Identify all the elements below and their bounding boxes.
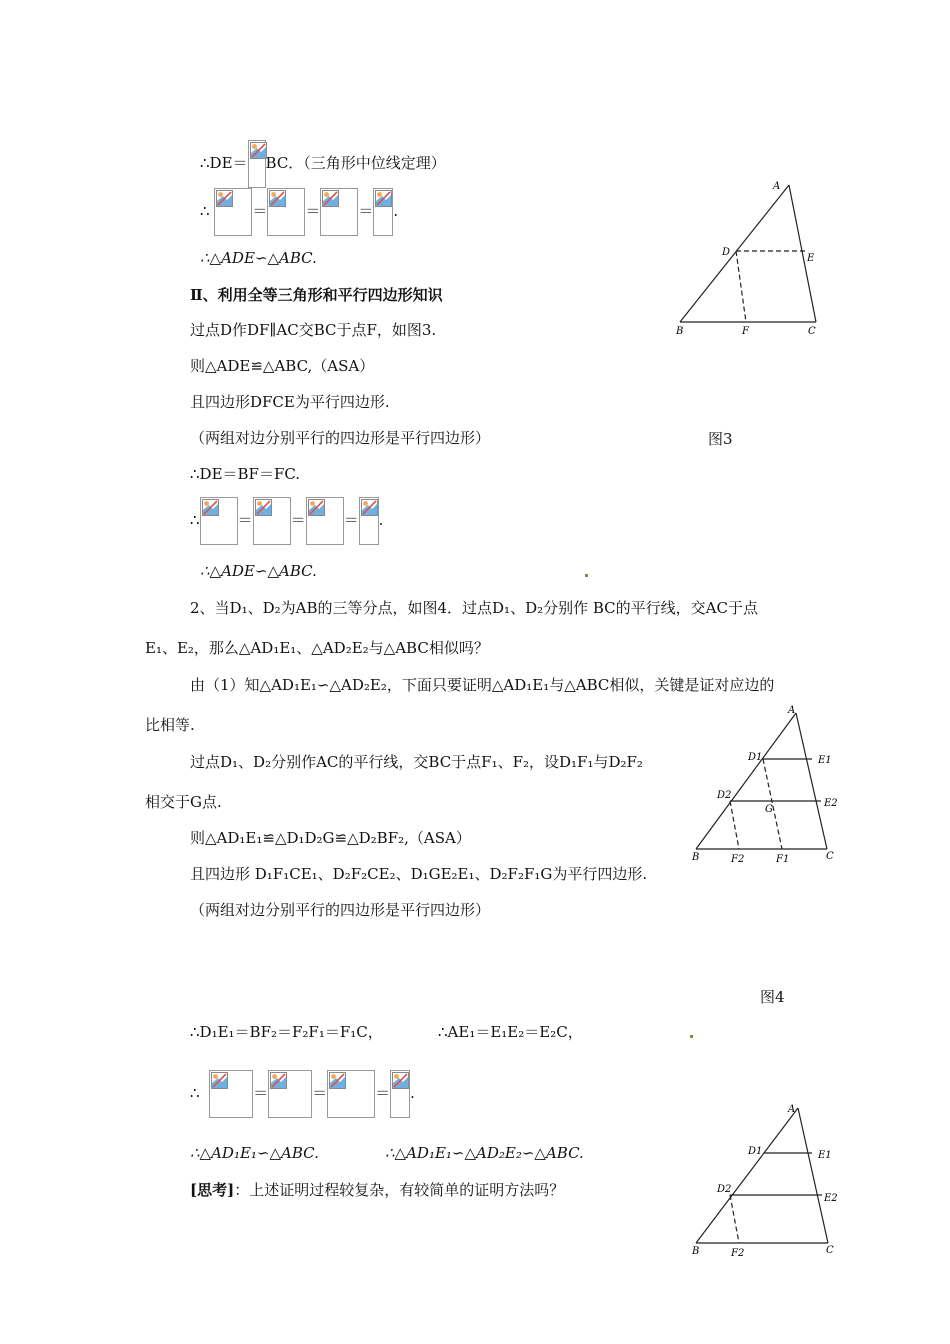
- paragraph-4-line-2: 相交于G点.: [145, 793, 222, 811]
- conclusion-similar-3: ∴△AD₁E₁∽△ABC.: [190, 1144, 319, 1162]
- text-line: ∴DE＝BF＝FC.: [190, 465, 301, 483]
- paragraph-4-line-1: 过点D₁、D₂分别作AC的平行线，交BC于点F₁、F₂，设D₁F₁与D₂F₂: [190, 753, 643, 771]
- label-B: B: [692, 1246, 700, 1257]
- label-E2: E2: [824, 798, 838, 809]
- label-F2: F2: [731, 854, 745, 865]
- label-F2: F2: [731, 1248, 745, 1259]
- text-line: 则△ADE≌△ABC,（ASA）: [190, 357, 375, 375]
- label-F1: F1: [776, 854, 790, 865]
- label-D: D: [722, 247, 731, 258]
- broken-image-icon: [308, 499, 325, 516]
- paragraph-2-line-1: 2、当D₁、D₂为AB的三等分点，如图4．过点D₁、D₂分别作 BC的平行线，交AC于点: [190, 599, 758, 617]
- fraction-image-placeholder: [253, 497, 291, 545]
- label-A: A: [773, 181, 781, 192]
- label-A: A: [788, 1104, 796, 1115]
- fraction-image-placeholder: [320, 188, 358, 236]
- ratio-line-1: ∴ ＝ ＝ ＝ .: [200, 188, 398, 236]
- stray-mark: [690, 1035, 693, 1038]
- label-F: F: [742, 326, 749, 337]
- ratio-line-3: ∴ ＝ ＝ ＝ .: [190, 1070, 415, 1118]
- text-line: （两组对边分别平行的四边形是平行四边形）: [190, 429, 491, 447]
- label-E1: E1: [818, 755, 832, 766]
- fraction-image-placeholder: [359, 497, 379, 545]
- broken-image-icon: [361, 499, 378, 516]
- label-D1: D1: [748, 1146, 763, 1157]
- section-heading-ii: Ⅱ、利用全等三角形和平行四边形知识: [190, 286, 443, 304]
- label-A: A: [788, 705, 796, 716]
- label-E2: E2: [824, 1193, 838, 1204]
- figure-5-triangle: [690, 1100, 840, 1265]
- text-line: 过点D作DF∥AC交BC于点F，如图3.: [190, 321, 437, 339]
- broken-image-icon: [211, 1072, 228, 1089]
- ratio-line-2: ∴ ＝ ＝ ＝ .: [190, 497, 383, 545]
- figure-4-triangle: [690, 705, 840, 870]
- broken-image-icon: [202, 499, 219, 516]
- label-C: C: [808, 326, 816, 337]
- label-B: B: [676, 326, 684, 337]
- label-D2: D2: [717, 790, 732, 801]
- line-de-half-bc: ∴DE＝ BC．（三角形中位线定理）: [200, 140, 446, 188]
- text-line: 且四边形DFCE为平行四边形.: [190, 393, 390, 411]
- fraction-image-placeholder: [267, 188, 305, 236]
- paragraph-3-line-2: 比相等.: [145, 716, 195, 734]
- fraction-image-placeholder: [373, 188, 393, 236]
- broken-image-icon: [375, 190, 392, 207]
- fraction-image-placeholder: [390, 1070, 410, 1118]
- text-line: ∴AE₁＝E₁E₂＝E₂C，: [438, 1023, 583, 1041]
- conclusion-similar-2: ∴△ADE∽△ABC.: [200, 562, 317, 580]
- label-C: C: [826, 1245, 834, 1256]
- broken-image-icon: [250, 142, 267, 159]
- text-line: 则△AD₁E₁≌△D₁D₂G≌△D₂BF₂,（ASA）: [190, 829, 471, 847]
- paragraph-3-line-1: 由（1）知△AD₁E₁∽△AD₂E₂，下面只要证明△AD₁E₁与△ABC相似，关键是证对应边的: [190, 676, 775, 694]
- fraction-image-placeholder: [327, 1070, 375, 1118]
- fraction-image-placeholder: [248, 140, 266, 188]
- label-E: E: [807, 253, 815, 264]
- conclusion-similar-chain: ∴△AD₁E₁∽△AD₂E₂∽△ABC.: [385, 1144, 584, 1162]
- broken-image-icon: [322, 190, 339, 207]
- broken-image-icon: [329, 1072, 346, 1089]
- broken-image-icon: [216, 190, 233, 207]
- broken-image-icon: [269, 190, 286, 207]
- conclusion-similar-1: ∴△ADE∽△ABC.: [200, 249, 317, 267]
- fraction-image-placeholder: [306, 497, 344, 545]
- fraction-image-placeholder: [214, 188, 252, 236]
- text-line: （两组对边分别平行的四边形是平行四边形）: [190, 901, 491, 919]
- figure-caption: 图3: [708, 430, 733, 448]
- think-tag: [思考]: [190, 1181, 235, 1199]
- figure-3-triangle: [670, 175, 820, 340]
- broken-image-icon: [255, 499, 272, 516]
- label-C: C: [826, 851, 834, 862]
- stray-mark: [585, 574, 588, 577]
- text-line: 且四边形 D₁F₁CE₁、D₂F₂CE₂、D₁GE₂E₁、D₂F₂F₁G为平行四边形.: [190, 865, 648, 883]
- fraction-image-placeholder: [209, 1070, 253, 1118]
- paragraph-2-line-2: E₁、E₂，那么△AD₁E₁、△AD₂E₂与△ABC相似吗？: [145, 639, 489, 657]
- think-line: [思考]：上述证明过程较复杂，有较简单的证明方法吗？: [190, 1181, 565, 1199]
- broken-image-icon: [270, 1072, 287, 1089]
- fraction-image-placeholder: [268, 1070, 312, 1118]
- text-line: ∴D₁E₁＝BF₂＝F₂F₁＝F₁C，: [190, 1023, 383, 1041]
- label-G: G: [765, 804, 773, 815]
- broken-image-icon: [392, 1072, 409, 1089]
- label-D2: D2: [717, 1184, 732, 1195]
- fraction-image-placeholder: [200, 497, 238, 545]
- label-D1: D1: [748, 752, 763, 763]
- figure-caption: 图4: [760, 988, 785, 1006]
- label-B: B: [692, 852, 700, 863]
- label-E1: E1: [818, 1150, 832, 1161]
